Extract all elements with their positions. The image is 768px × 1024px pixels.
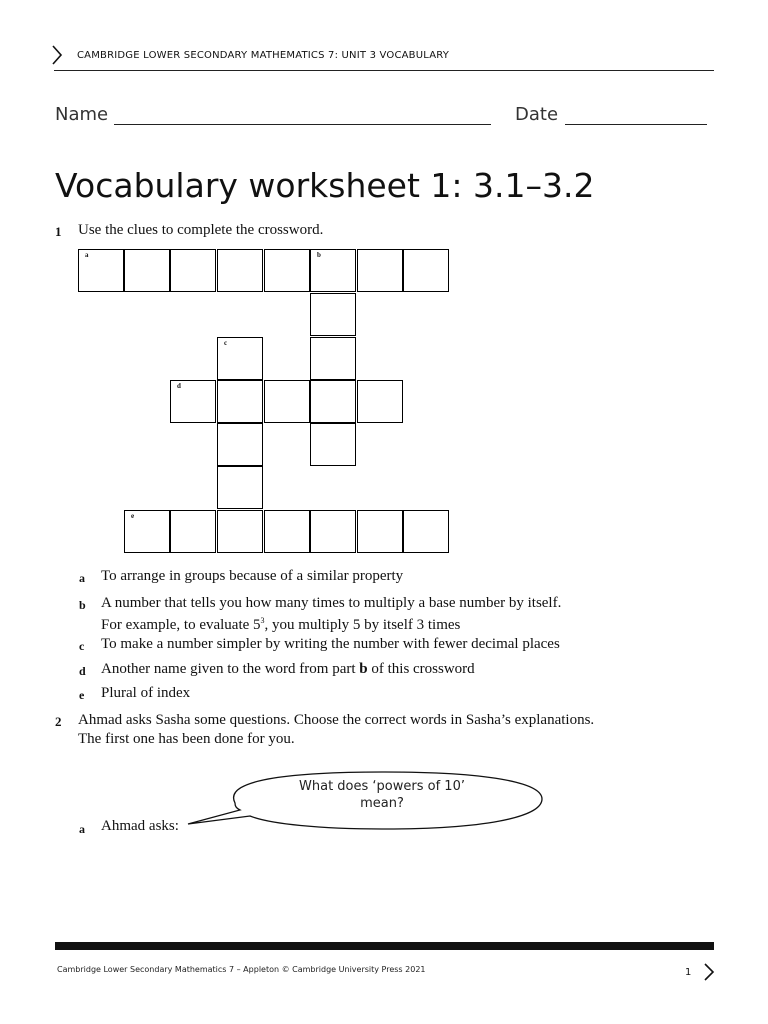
crossword-cell[interactable] xyxy=(217,380,263,423)
page-number: 1 xyxy=(685,967,692,978)
crossword-cell[interactable] xyxy=(310,380,356,423)
question-2a-letter: a xyxy=(79,822,85,836)
question-1-number: 1 xyxy=(55,224,62,239)
name-field-line[interactable] xyxy=(114,124,491,125)
crossword-cell[interactable] xyxy=(217,337,263,380)
clue-a-text: To arrange in groups because of a similar property xyxy=(101,568,404,584)
date-field-line[interactable] xyxy=(565,124,707,125)
crossword-cell[interactable] xyxy=(217,510,263,553)
clue-e-letter: e xyxy=(79,688,85,702)
chevron-right-icon[interactable] xyxy=(703,962,715,982)
clue-c-letter: c xyxy=(79,639,85,653)
crossword-cell[interactable] xyxy=(170,249,216,292)
crossword-cell[interactable] xyxy=(310,423,356,466)
crossword-cell[interactable] xyxy=(78,249,124,292)
crossword-cell[interactable] xyxy=(170,510,216,553)
chevron-right-icon xyxy=(50,44,64,66)
footer-bar xyxy=(55,942,714,950)
crossword-cell[interactable] xyxy=(217,466,263,509)
header-divider xyxy=(54,70,714,71)
clue-label-a: a xyxy=(85,251,89,259)
crossword-cell[interactable] xyxy=(124,249,170,292)
crossword-cell[interactable] xyxy=(217,249,263,292)
question-2a-speaker: Ahmad asks: xyxy=(101,818,179,834)
clue-label-e: e xyxy=(131,512,135,520)
crossword-cell[interactable] xyxy=(403,249,449,292)
running-header: CAMBRIDGE LOWER SECONDARY MATHEMATICS 7: UNIT 3 VOCABULARY xyxy=(77,50,450,61)
clue-b-line-2: For example, to evaluate $5^3$, you multiply 5 by itself 3 times xyxy=(101,616,461,633)
clue-a-letter: a xyxy=(79,571,85,585)
crossword-cell[interactable] xyxy=(310,510,356,553)
clue-b-letter: b xyxy=(79,598,86,612)
crossword-cell[interactable] xyxy=(264,510,310,553)
question-2-instruction: Ahmad asks Sasha some questions. Choose the correct words in Sasha’s explanations. The first one has been done for you. xyxy=(78,712,595,747)
crossword-cell[interactable] xyxy=(403,510,449,553)
crossword-cell[interactable] xyxy=(217,423,263,466)
crossword-cell[interactable] xyxy=(264,380,310,423)
crossword-cell[interactable] xyxy=(357,249,403,292)
clue-e-text: Plural of index xyxy=(101,685,191,701)
clue-c-text: To make a number simpler by writing the number with fewer decimal places xyxy=(101,636,560,652)
crossword-cell[interactable] xyxy=(310,293,356,336)
clue-label-d: d xyxy=(177,382,181,390)
question-1-instruction: Use the clues to complete the crossword. xyxy=(78,222,324,238)
crossword-cell[interactable] xyxy=(357,510,403,553)
crossword-cell[interactable] xyxy=(310,337,356,380)
footer-credit: Cambridge Lower Secondary Mathematics 7 – Appleton © Cambridge University Press 2021 xyxy=(57,965,426,974)
date-label: Date xyxy=(515,104,559,125)
question-2-number: 2 xyxy=(55,714,62,729)
crossword-cell[interactable] xyxy=(310,249,356,292)
crossword-cell[interactable] xyxy=(170,380,216,423)
clue-d-text: Another name given to the word from part b of this crossword xyxy=(101,661,475,677)
clue-label-c: c xyxy=(224,339,228,347)
crossword-cell[interactable] xyxy=(264,249,310,292)
clue-b-line-1: A number that tells you how many times to multiply a base number by itself. xyxy=(101,595,562,611)
name-label: Name xyxy=(55,104,109,125)
crossword-cell[interactable] xyxy=(357,380,403,423)
speech-bubble-text: What does ‘powers of 10’ mean? xyxy=(299,779,465,811)
clue-d-letter: d xyxy=(79,664,86,678)
clue-b-text xyxy=(101,595,561,634)
clue-label-b: b xyxy=(317,251,321,259)
worksheet-title: Vocabulary worksheet 1: 3.1–3.2 xyxy=(55,166,595,205)
crossword-cell[interactable] xyxy=(124,510,170,553)
